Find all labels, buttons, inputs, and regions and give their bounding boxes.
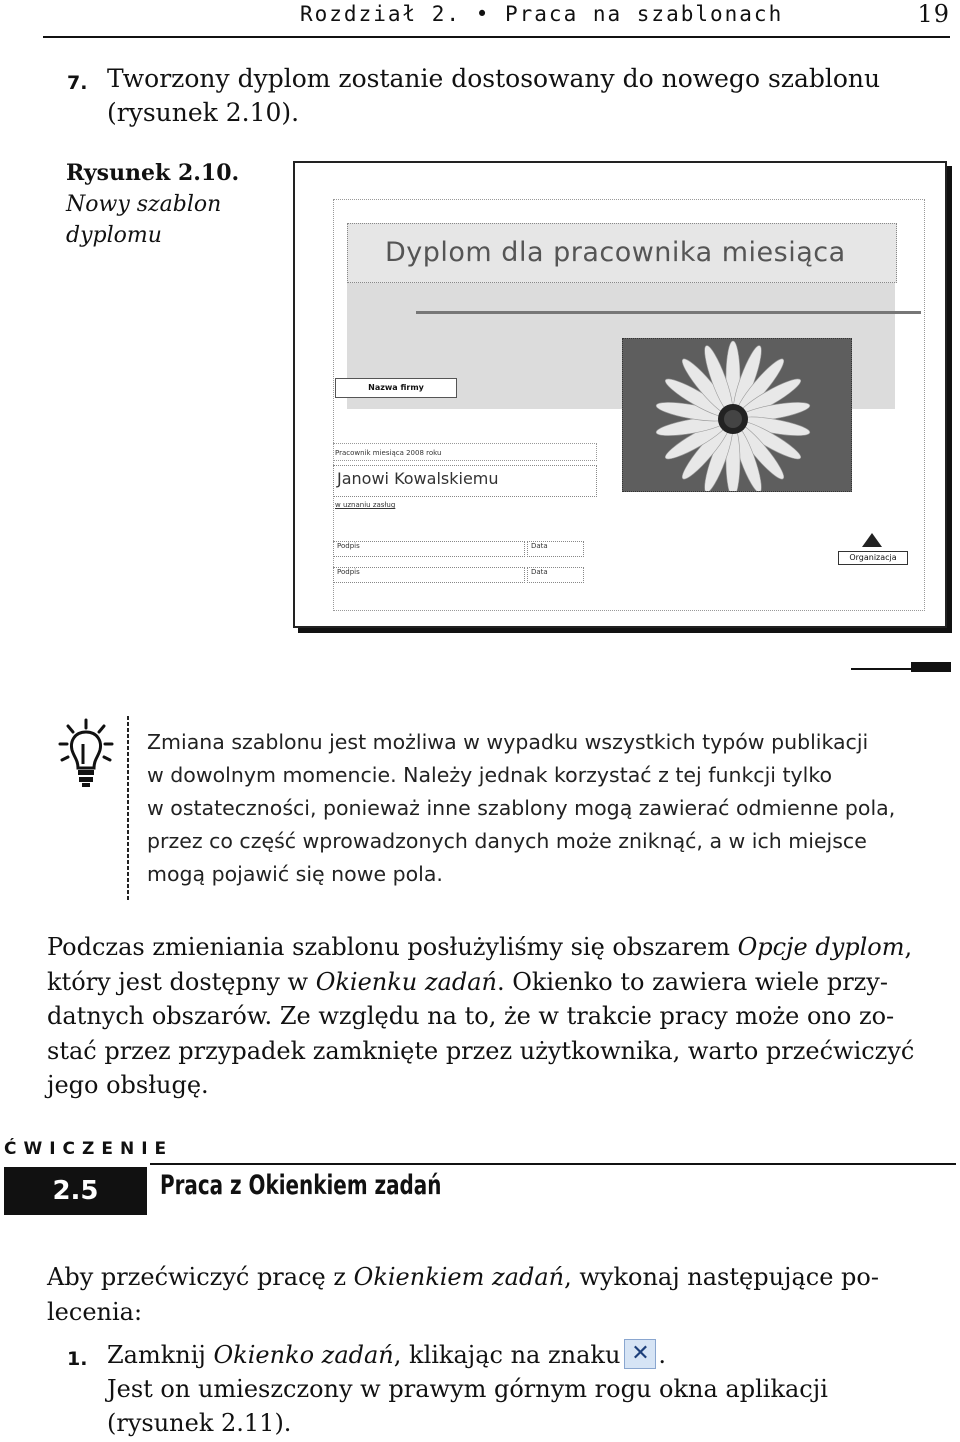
step1-line-1 [107, 1338, 828, 1372]
para-text: , [904, 933, 913, 961]
flower-photo [622, 338, 852, 492]
signature-field-2 [333, 567, 525, 583]
step-text [107, 1338, 828, 1440]
para-line-2 [47, 965, 952, 1000]
header-rule [43, 36, 950, 38]
tip-line-2: w dowolnym momencie. Należy jednak korzystać z tej funkcji tylko [147, 763, 833, 787]
intro-line-2: lecenia: [47, 1297, 143, 1326]
intro-line-1 [47, 1260, 952, 1295]
close-button-icon [624, 1339, 656, 1369]
exercise-number-box [4, 1167, 147, 1215]
signature-label-1: Podpis [337, 542, 360, 550]
running-header [300, 0, 950, 30]
recognition-line: w uznaniu zasług [335, 501, 396, 509]
signature-label-2: Podpis [337, 568, 360, 576]
para-line-4: stać przez przypadek zamknięte przez użytkownika, warto przećwiczyć [47, 1036, 915, 1065]
exercise-intro [47, 1260, 952, 1329]
para-line-1 [47, 930, 952, 965]
exercise-step-1 [67, 1338, 952, 1442]
step1-line-2: Jest on umieszczony w prawym górnym rogu okna aplikacji [107, 1375, 828, 1403]
figure-caption [66, 158, 266, 251]
date-label-1: Data [531, 542, 548, 550]
step-7 [67, 62, 947, 132]
para-text: który jest dostępny w [47, 967, 316, 996]
tip-line-1: Zmiana szablonu jest możliwa w wypadku wszystkich typów publikacji [147, 730, 869, 754]
step-number: 1. [67, 1348, 88, 1370]
step-text [107, 62, 880, 130]
flower-image [623, 339, 851, 491]
diploma-title-underline [416, 311, 921, 314]
organization-field: Organizacja [838, 551, 908, 565]
intro-italic-term: Okienkiem zadań [353, 1263, 565, 1291]
tip-line-4: przez co część wprowadzonych danych może zniknąć, a w ich miejsce [147, 829, 867, 853]
para-italic-term: Opcje dyplom [737, 933, 905, 961]
step1-italic-term: Okienko zadań [213, 1341, 394, 1369]
tip-rule [127, 716, 129, 902]
caption-line-2: dyplomu [66, 223, 162, 248]
diploma-title: Dyplom dla pracownika miesiąca [385, 237, 846, 268]
intro-text: , wykonaj następujące po- [564, 1263, 879, 1291]
exercise-title: Praca z Okienkiem zadań [160, 1170, 442, 1201]
intro-text: Aby przećwiczyć pracę z [47, 1263, 354, 1291]
para-line-3: datnych obszarów. Ze względu na to, że w trakcie pracy może ono zo- [47, 1002, 895, 1030]
signature-field-1 [333, 541, 525, 557]
exercise-rule [150, 1163, 956, 1165]
side-marker [851, 662, 951, 672]
para-text: Podczas zmieniania szablonu posłużyliśmy się obszarem [47, 933, 738, 961]
step-number: 7. [67, 72, 88, 94]
company-name-field: Nazwa firmy [335, 378, 457, 398]
employee-of-month-line: Pracownik miesiąca 2008 roku [335, 449, 442, 457]
employee-line-box [333, 443, 597, 461]
organization-logo-icon [861, 532, 883, 548]
body-paragraph [47, 930, 952, 1103]
chapter-title: Rozdział 2. • Praca na szablonach [300, 2, 784, 26]
lightbulb-icon [58, 718, 114, 788]
step1-text: . [658, 1341, 667, 1369]
para-text: . Okienko to zawiera wiele przy- [496, 967, 888, 996]
step1-line-3: (rysunek 2.11). [107, 1409, 292, 1437]
tip-text [147, 726, 952, 891]
step-line-1: Tworzony dyplom zostanie dostosowany do nowego szablonu [107, 64, 881, 93]
tip-line-3: w ostateczności, ponieważ inne szablony mogą zawierać odmienne pola, [147, 796, 896, 820]
page-number: 19 [917, 0, 950, 28]
step-line-2: (rysunek 2.10). [107, 98, 300, 127]
tip-line-5: mogą pojawić się nowe pola. [147, 862, 443, 886]
caption-line-1: Nowy szablon [66, 192, 222, 217]
exercise-label: ĆWICZENIE [4, 1139, 174, 1159]
exercise-number: 2.5 [52, 1176, 99, 1206]
close-icon: ✕ [631, 1341, 650, 1366]
recipient-name: Janowi Kowalskiemu [337, 469, 499, 488]
date-label-2: Data [531, 568, 548, 576]
step1-text: , klikając na znaku [393, 1341, 621, 1369]
caption-label: Rysunek 2.10. [66, 160, 240, 186]
para-line-5: jego obsługę. [47, 1071, 209, 1099]
figure-diploma-template [293, 161, 947, 628]
para-italic-term: Okienku zadań [315, 967, 497, 996]
step1-text: Zamknij [107, 1341, 214, 1369]
